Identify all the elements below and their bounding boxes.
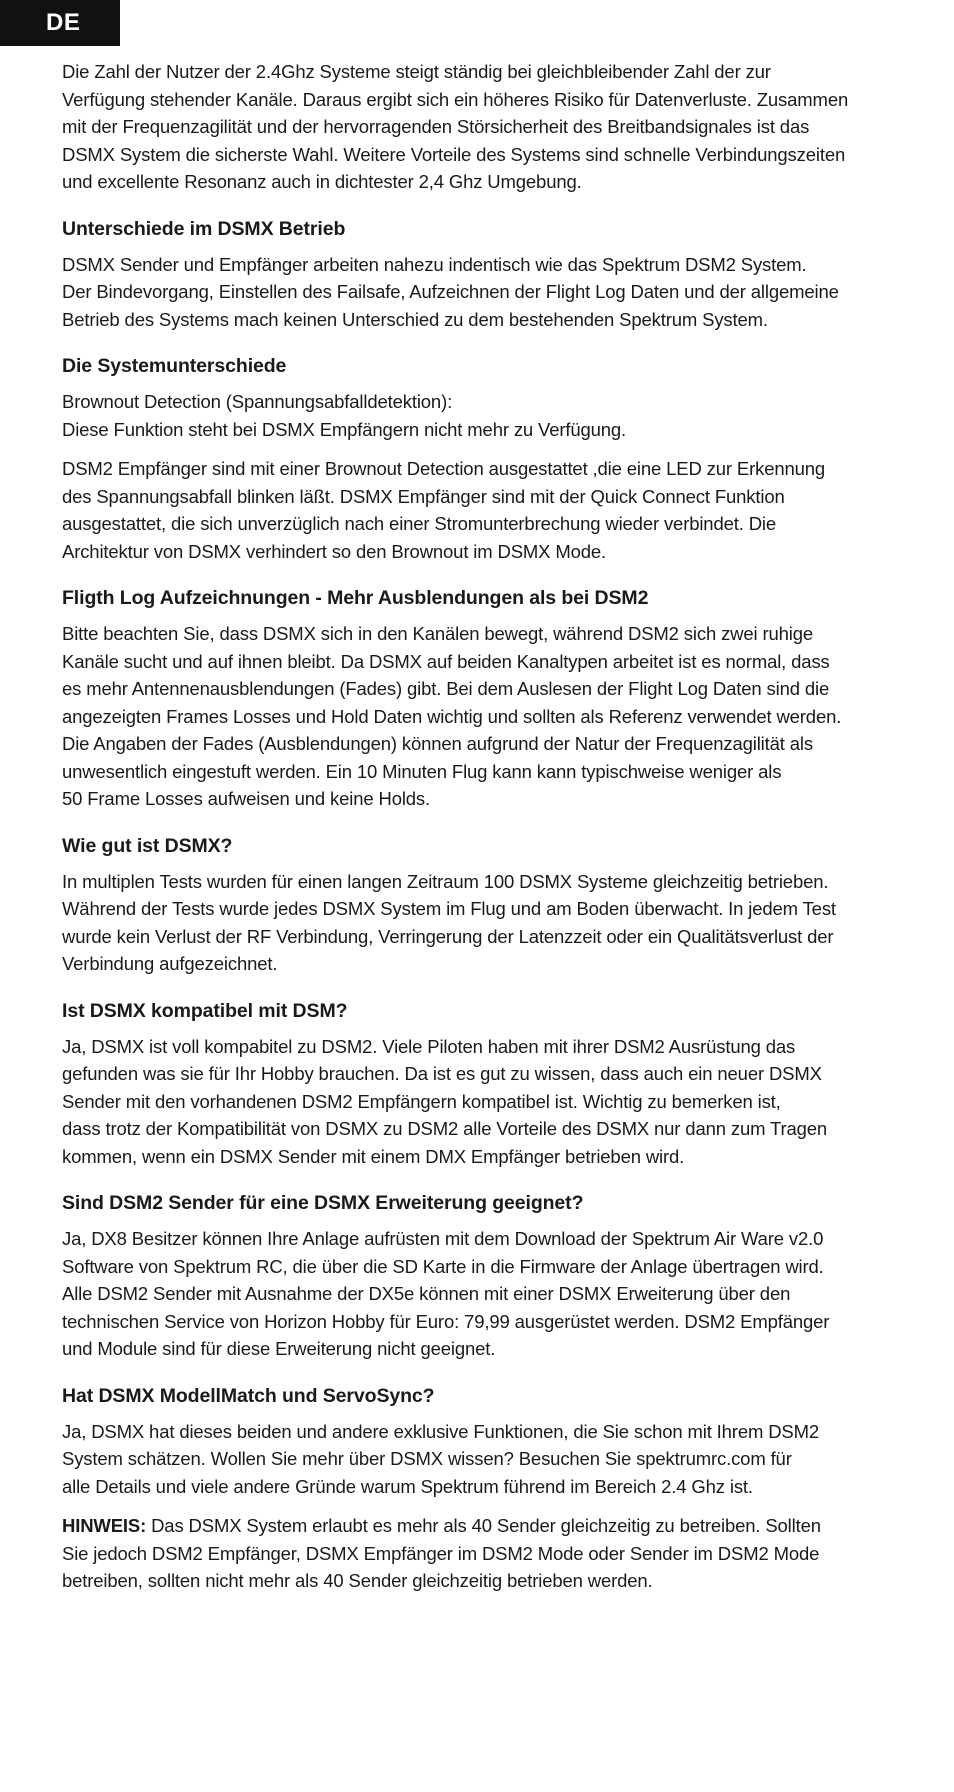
text-line: dass trotz der Kompatibilität von DSMX zu DSM2 alle Vorteile des DSMX nur dann zum Tragen <box>62 1118 828 1139</box>
text-line: Brownout Detection (Spannungsabfalldetektion): <box>62 391 453 412</box>
text-line: unwesentlich eingestuft werden. Ein 10 Minuten Flug kann kann typischweise weniger als <box>62 760 782 782</box>
note-line-1 <box>62 1512 908 1540</box>
note-label: HINWEIS: <box>62 1515 147 1536</box>
section-heading: Ist DSMX kompatibel mit DSM? <box>62 999 348 1022</box>
text-line: Betrieb des Systems mach keinen Unterschied zu dem bestehenden Spektrum System. <box>62 308 768 330</box>
text-line: In multiplen Tests wurden für einen langen Zeitraum 100 DSMX Systeme gleichzeitig betrieben. <box>62 870 829 892</box>
text-line: und excellente Resonanz auch in dichtester 2,4 Ghz Umgebung. <box>62 171 582 192</box>
text-line: Die Angaben der Fades (Ausblendungen) können aufgrund der Natur der Frequenzagilität als <box>62 733 813 754</box>
text-line: Bitte beachten Sie, dass DSMX sich in den Kanälen bewegt, während DSM2 sich zwei ruhige <box>62 623 814 644</box>
body-paragraph <box>62 868 908 978</box>
text-line: 50 Frame Losses aufweisen und keine Holds. <box>62 788 431 809</box>
body-paragraph <box>62 1033 908 1171</box>
text-line: Ja, DSMX hat dieses beiden und andere exklusive Funktionen, die Sie schon mit Ihrem DSM2 <box>62 1420 820 1442</box>
text-line: wurde kein Verlust der RF Verbindung, Verringerung der Latenzzeit oder ein Qualitätsverlust der <box>62 925 834 947</box>
section-heading: Die Systemunterschiede <box>62 355 287 377</box>
text-line: angezeigten Frames Losses und Hold Daten wichtig und sollten als Referenz verwendet werden. <box>62 705 842 727</box>
text-line: Ja, DSMX ist voll kompabitel zu DSM2. Viele Piloten haben mit ihrer DSM2 Ausrüstung das <box>62 1035 796 1057</box>
note-line-3: betreiben, sollten nicht mehr als 40 Sender gleichzeitig betrieben werden. <box>62 1570 653 1591</box>
section-heading: Unterschiede im DSMX Betrieb <box>62 217 346 240</box>
note-paragraph <box>62 1512 908 1595</box>
text-line: ausgestattet, die sich unverzüglich nach einer Stromunterbrechung wieder verbindet. Die <box>62 513 776 534</box>
body-paragraph <box>62 1418 908 1501</box>
section-heading: Fligth Log Aufzeichnungen - Mehr Ausblendungen als bei DSM2 <box>62 587 649 609</box>
text-line: DSMX Sender und Empfänger arbeiten nahezu indentisch wie das Spektrum DSM2 System. <box>62 253 807 275</box>
text-line: Ja, DX8 Besitzer können Ihre Anlage aufrüsten mit dem Download der Spektrum Air Ware v2.0 <box>62 1228 824 1249</box>
text-line: es mehr Antennenausblendungen (Fades) gibt. Bei dem Auslesen der Flight Log Daten sind die <box>62 678 830 699</box>
note-text: Das DSMX System erlaubt es mehr als 40 Sender gleichzeitig zu betreiben. Sollten <box>146 1515 821 1536</box>
text-line: des Spannungsabfall blinken läßt. DSMX Empfänger sind mit der Quick Connect Funktion <box>62 485 785 507</box>
text-line: Diese Funktion steht bei DSMX Empfängern nicht mehr zu Verfügung. <box>62 418 627 440</box>
sections-container <box>62 58 908 1500</box>
body-paragraph <box>62 620 908 813</box>
text-line: Kanäle sucht und auf ihnen bleibt. Da DSMX auf beiden Kanaltypen arbeitet ist es normal, dass <box>62 650 830 672</box>
text-line: Sender mit den vorhandenen DSM2 Empfängern kompatibel ist. Wichtig zu bemerken ist, <box>62 1090 781 1112</box>
text-line: DSM2 Empfänger sind mit einer Brownout Detection ausgestattet ,die eine LED zur Erkennung <box>62 458 826 479</box>
text-line: Architektur von DSMX verhindert so den Brownout im DSMX Mode. <box>62 540 607 562</box>
language-tab: DE <box>0 0 120 46</box>
body-paragraph <box>62 388 908 443</box>
note-line-2: Sie jedoch DSM2 Empfänger, DSMX Empfänger im DSM2 Mode oder Sender im DSM2 Mode <box>62 1542 820 1564</box>
text-line: Während der Tests wurde jedes DSMX System im Flug und am Boden überwacht. In jedem Test <box>62 898 836 919</box>
section-heading: Sind DSM2 Sender für eine DSMX Erweiterung geeignet? <box>62 1192 584 1214</box>
body-paragraph <box>62 455 908 565</box>
section-heading: Hat DSMX ModellMatch und ServoSync? <box>62 1384 435 1407</box>
text-line: Verbindung aufgezeichnet. <box>62 953 278 974</box>
text-line: DSMX System die sicherste Wahl. Weitere Vorteile des Systems sind schnelle Verbindungszeiten <box>62 143 846 165</box>
text-line: mit der Frequenzagilität und der hervorragenden Störsicherheit des Breitbandsignales ist das <box>62 116 810 137</box>
text-line: Der Bindevorgang, Einstellen des Failsafe, Aufzeichnen der Flight Log Daten und der allgemeine <box>62 281 839 302</box>
text-line: gefunden was sie für Ihr Hobby brauchen. Da ist es gut zu wissen, dass auch ein neuer DSMX <box>62 1063 822 1084</box>
text-line: Die Zahl der Nutzer der 2.4Ghz Systeme steigt ständig bei gleichbleibender Zahl der zur <box>62 61 771 82</box>
section-heading: Wie gut ist DSMX? <box>62 834 233 857</box>
text-line: und Module sind für diese Erweiterung nicht geeignet. <box>62 1338 496 1359</box>
text-line: System schätzen. Wollen Sie mehr über DSMX wissen? Besuchen Sie spektrumrc.com für <box>62 1448 792 1469</box>
body-paragraph <box>62 1225 908 1363</box>
text-line: Software von Spektrum RC, die über die SD Karte in die Firmware der Anlage übertragen wird. <box>62 1255 824 1277</box>
document-body <box>62 58 908 1607</box>
text-line: Verfügung stehender Kanäle. Daraus ergibt sich ein höheres Risiko für Datenverluste. Zusammen <box>62 88 849 110</box>
body-paragraph <box>62 251 908 334</box>
body-paragraph <box>62 58 908 196</box>
text-line: alle Details und viele andere Gründe warum Spektrum führend im Bereich 2.4 Ghz ist. <box>62 1475 753 1497</box>
text-line: kommen, wenn ein DSMX Sender mit einem DMX Empfänger betrieben wird. <box>62 1145 685 1167</box>
text-line: Alle DSM2 Sender mit Ausnahme der DX5e können mit einer DSMX Erweiterung über den <box>62 1283 791 1304</box>
text-line: technischen Service von Horizon Hobby für Euro: 79,99 ausgerüstet werden. DSM2 Empfänger <box>62 1310 830 1332</box>
